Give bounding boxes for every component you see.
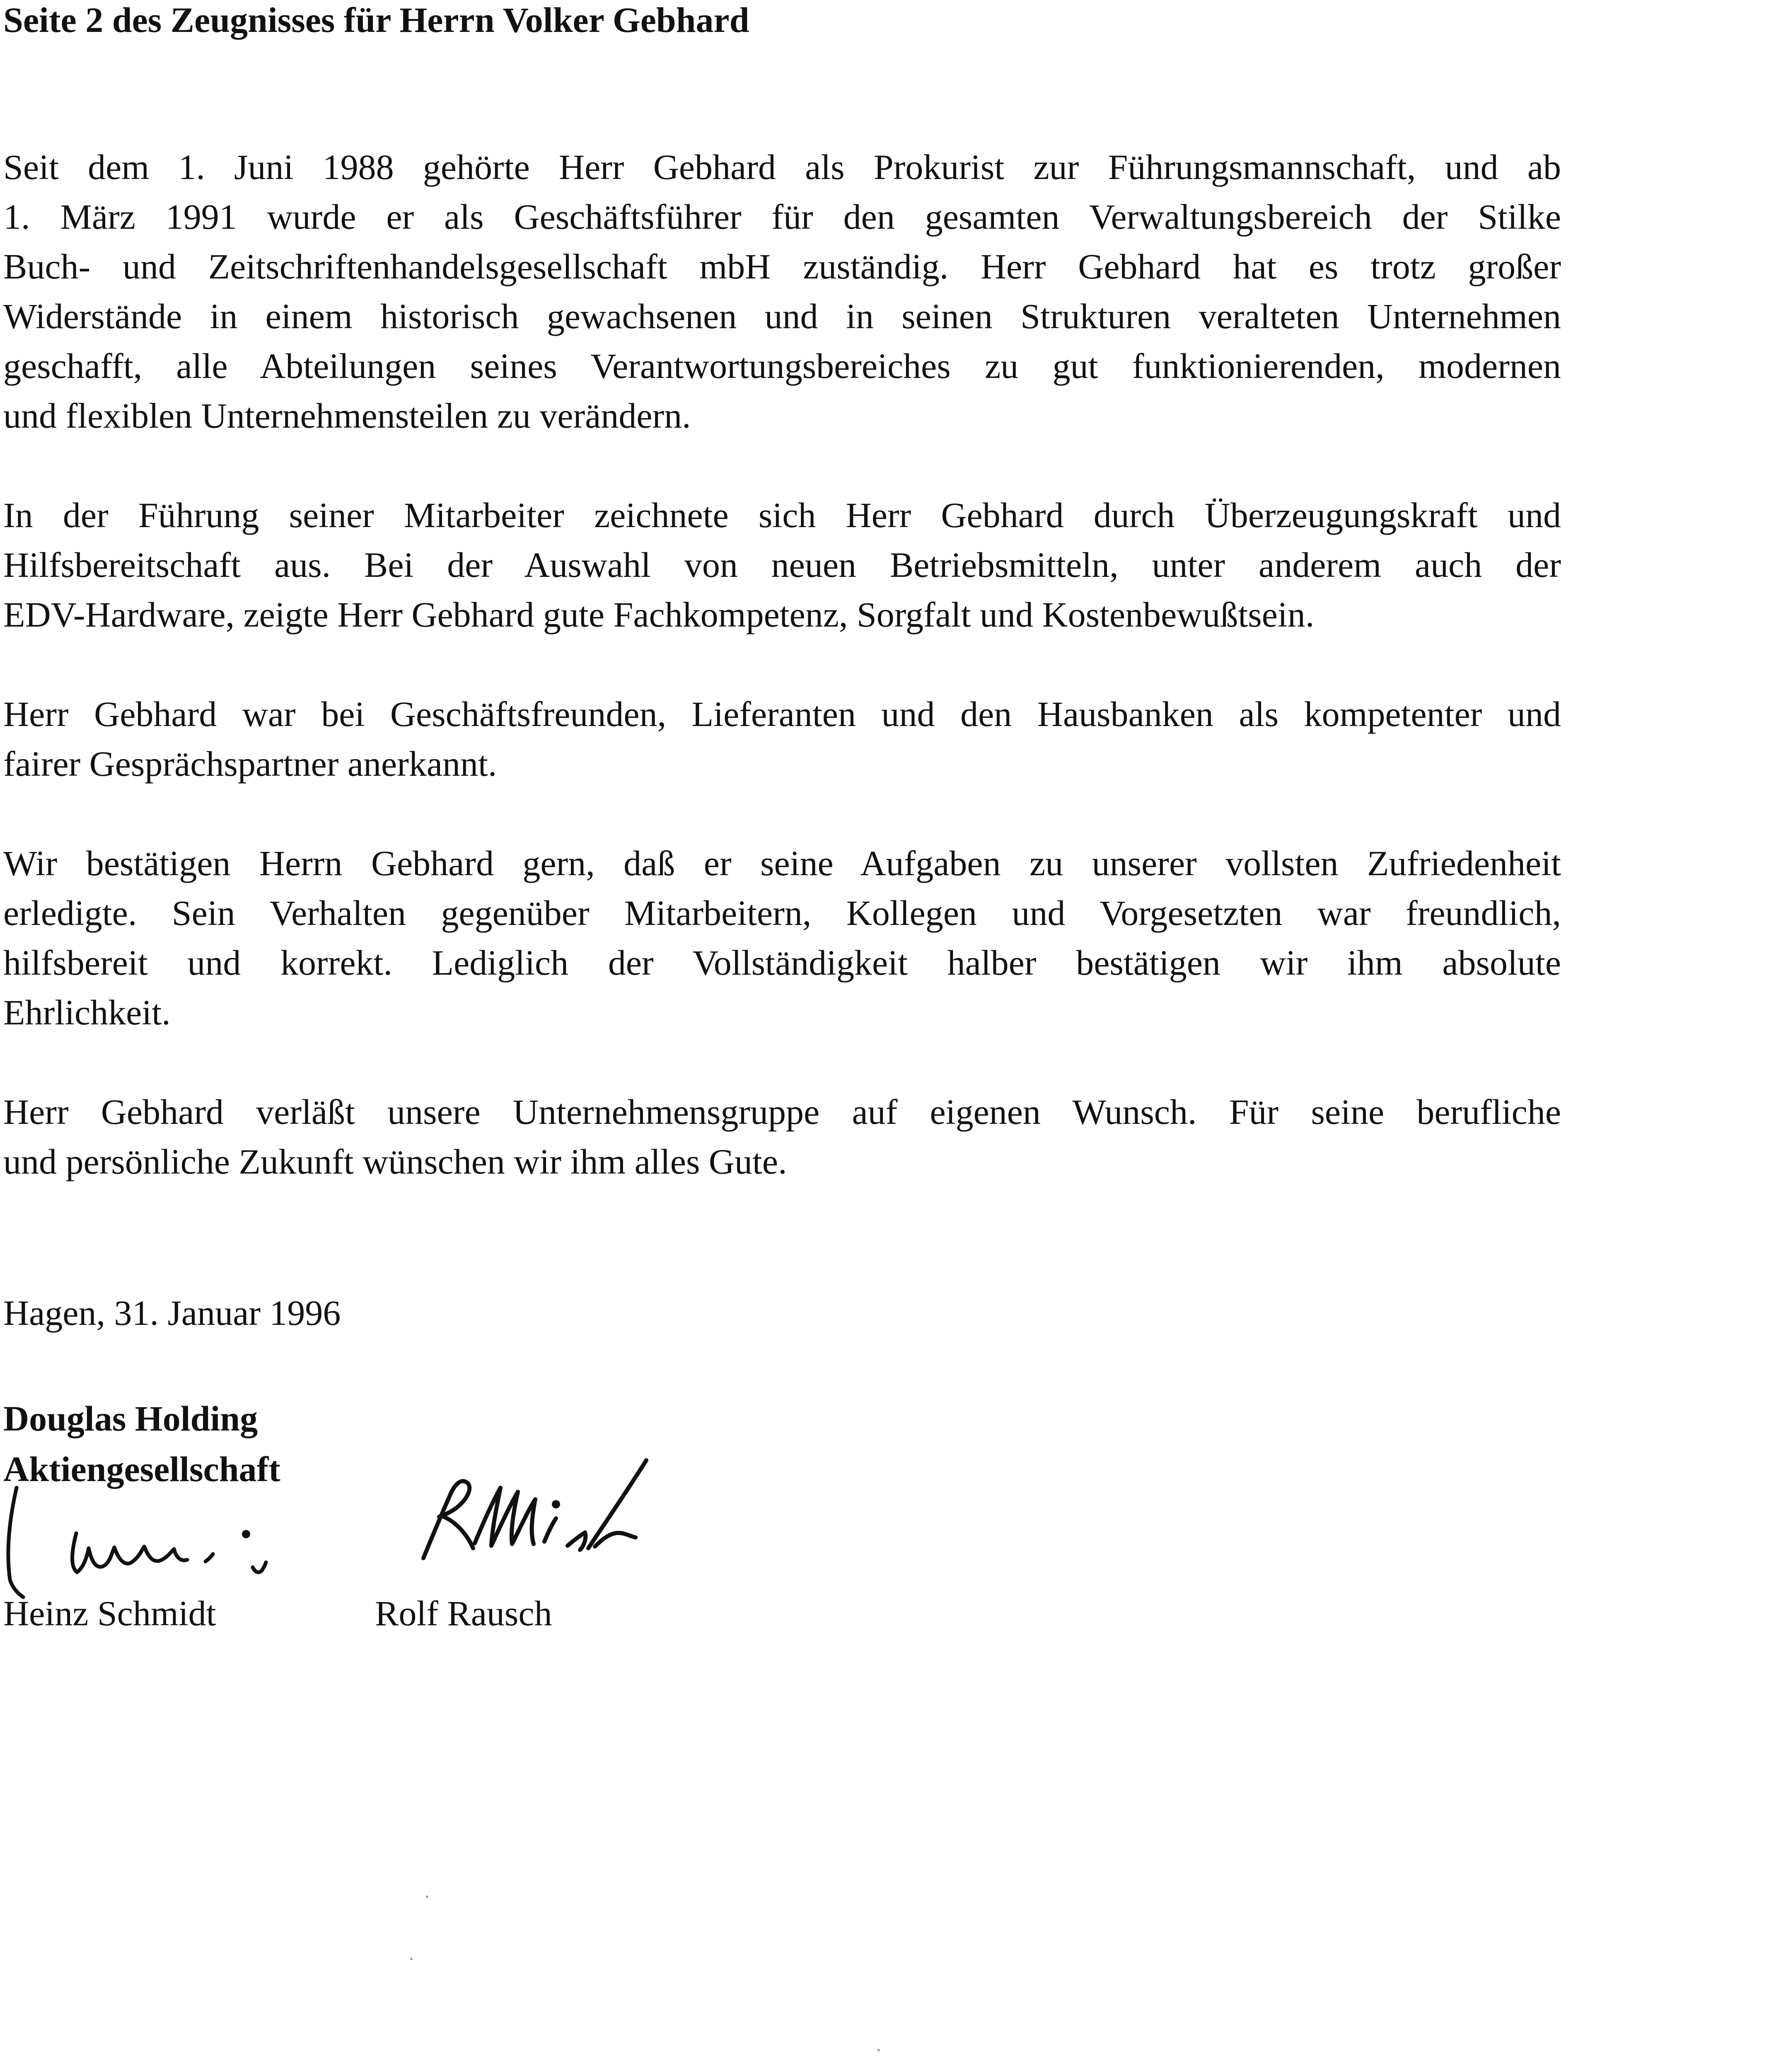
scan-speck — [877, 2049, 880, 2051]
paragraph-line: In der Führung seiner Mitarbeiter zeichnete sich Herr Gebhard durch Überzeugungskraft und — [3, 495, 1561, 535]
paragraph-line: Hilfsbereitschaft aus. Bei der Auswahl von neuen Betriebsmitteln, unter anderem auch der — [3, 545, 1561, 585]
paragraph-4 — [3, 838, 1561, 1037]
paragraph-line: fairer Gesprächspartner anerkannt. — [3, 744, 497, 784]
company-line-2: Aktiengesellschaft — [3, 1449, 280, 1489]
scan-speck — [410, 1958, 413, 1960]
paragraph-1 — [3, 142, 1561, 441]
scan-speck — [426, 1895, 428, 1898]
paragraph-line: EDV-Hardware, zeigte Herr Gebhard gute Fachkompetenz, Sorgfalt und Kostenbewußtsein. — [3, 595, 1315, 634]
paragraph-line: Herr Gebhard verläßt unsere Unternehmensgruppe auf eigenen Wunsch. Für seine berufliche — [3, 1092, 1561, 1132]
paragraph-line: erledigte. Sein Verhalten gegenüber Mitarbeitern, Kollegen und Vorgesetzten war freundlich, — [3, 893, 1561, 933]
signature-rolf-rausch — [394, 1450, 708, 1575]
signatory-name-1: Heinz Schmidt — [3, 1593, 216, 1633]
paragraph-line: Ehrlichkeit. — [3, 992, 171, 1032]
signature-heinz-schmidt — [0, 1471, 315, 1604]
paragraph-line: hilfsbereit und korrekt. Lediglich der Vollständigkeit halber bestätigen wir ihm absolute — [3, 943, 1561, 983]
paragraph-2 — [3, 490, 1561, 639]
paragraph-line: geschafft, alle Abteilungen seines Verantwortungsbereiches zu gut funktionierenden, modernen — [3, 346, 1561, 386]
paragraph-5 — [3, 1087, 1561, 1186]
paragraph-line: und persönliche Zukunft wünschen wir ihm alles Gute. — [3, 1142, 787, 1181]
paragraph-3 — [3, 689, 1561, 789]
place-and-date: Hagen, 31. Januar 1996 — [3, 1293, 341, 1333]
page-heading: Seite 2 des Zeugnisses für Herrn Volker Gebhard — [3, 0, 749, 40]
paragraph-line: 1. März 1991 wurde er als Geschäftsführer für den gesamten Verwaltungsbereich der Stilke — [3, 197, 1561, 237]
paragraph-line: Buch- und Zeitschriftenhandelsgesellschaft mbH zuständig. Herr Gebhard hat es trotz großer — [3, 247, 1561, 286]
paragraph-line: Herr Gebhard war bei Geschäftsfreunden, Lieferanten und den Hausbanken als kompetenter und — [3, 694, 1561, 734]
company-line-1: Douglas Holding — [3, 1399, 258, 1438]
paragraph-line: Widerstände in einem historisch gewachsenen und in seinen Strukturen veralteten Unternehmen — [3, 296, 1561, 336]
paragraph-line: Seit dem 1. Juni 1988 gehörte Herr Gebhard als Prokurist zur Führungsmannschaft, und ab — [3, 147, 1561, 187]
paragraph-line: Wir bestätigen Herrn Gebhard gern, daß er seine Aufgaben zu unserer vollsten Zufriedenheit — [3, 843, 1561, 883]
paragraph-line: und flexiblen Unternehmensteilen zu verändern. — [3, 396, 691, 436]
signatory-name-2: Rolf Rausch — [375, 1593, 552, 1633]
